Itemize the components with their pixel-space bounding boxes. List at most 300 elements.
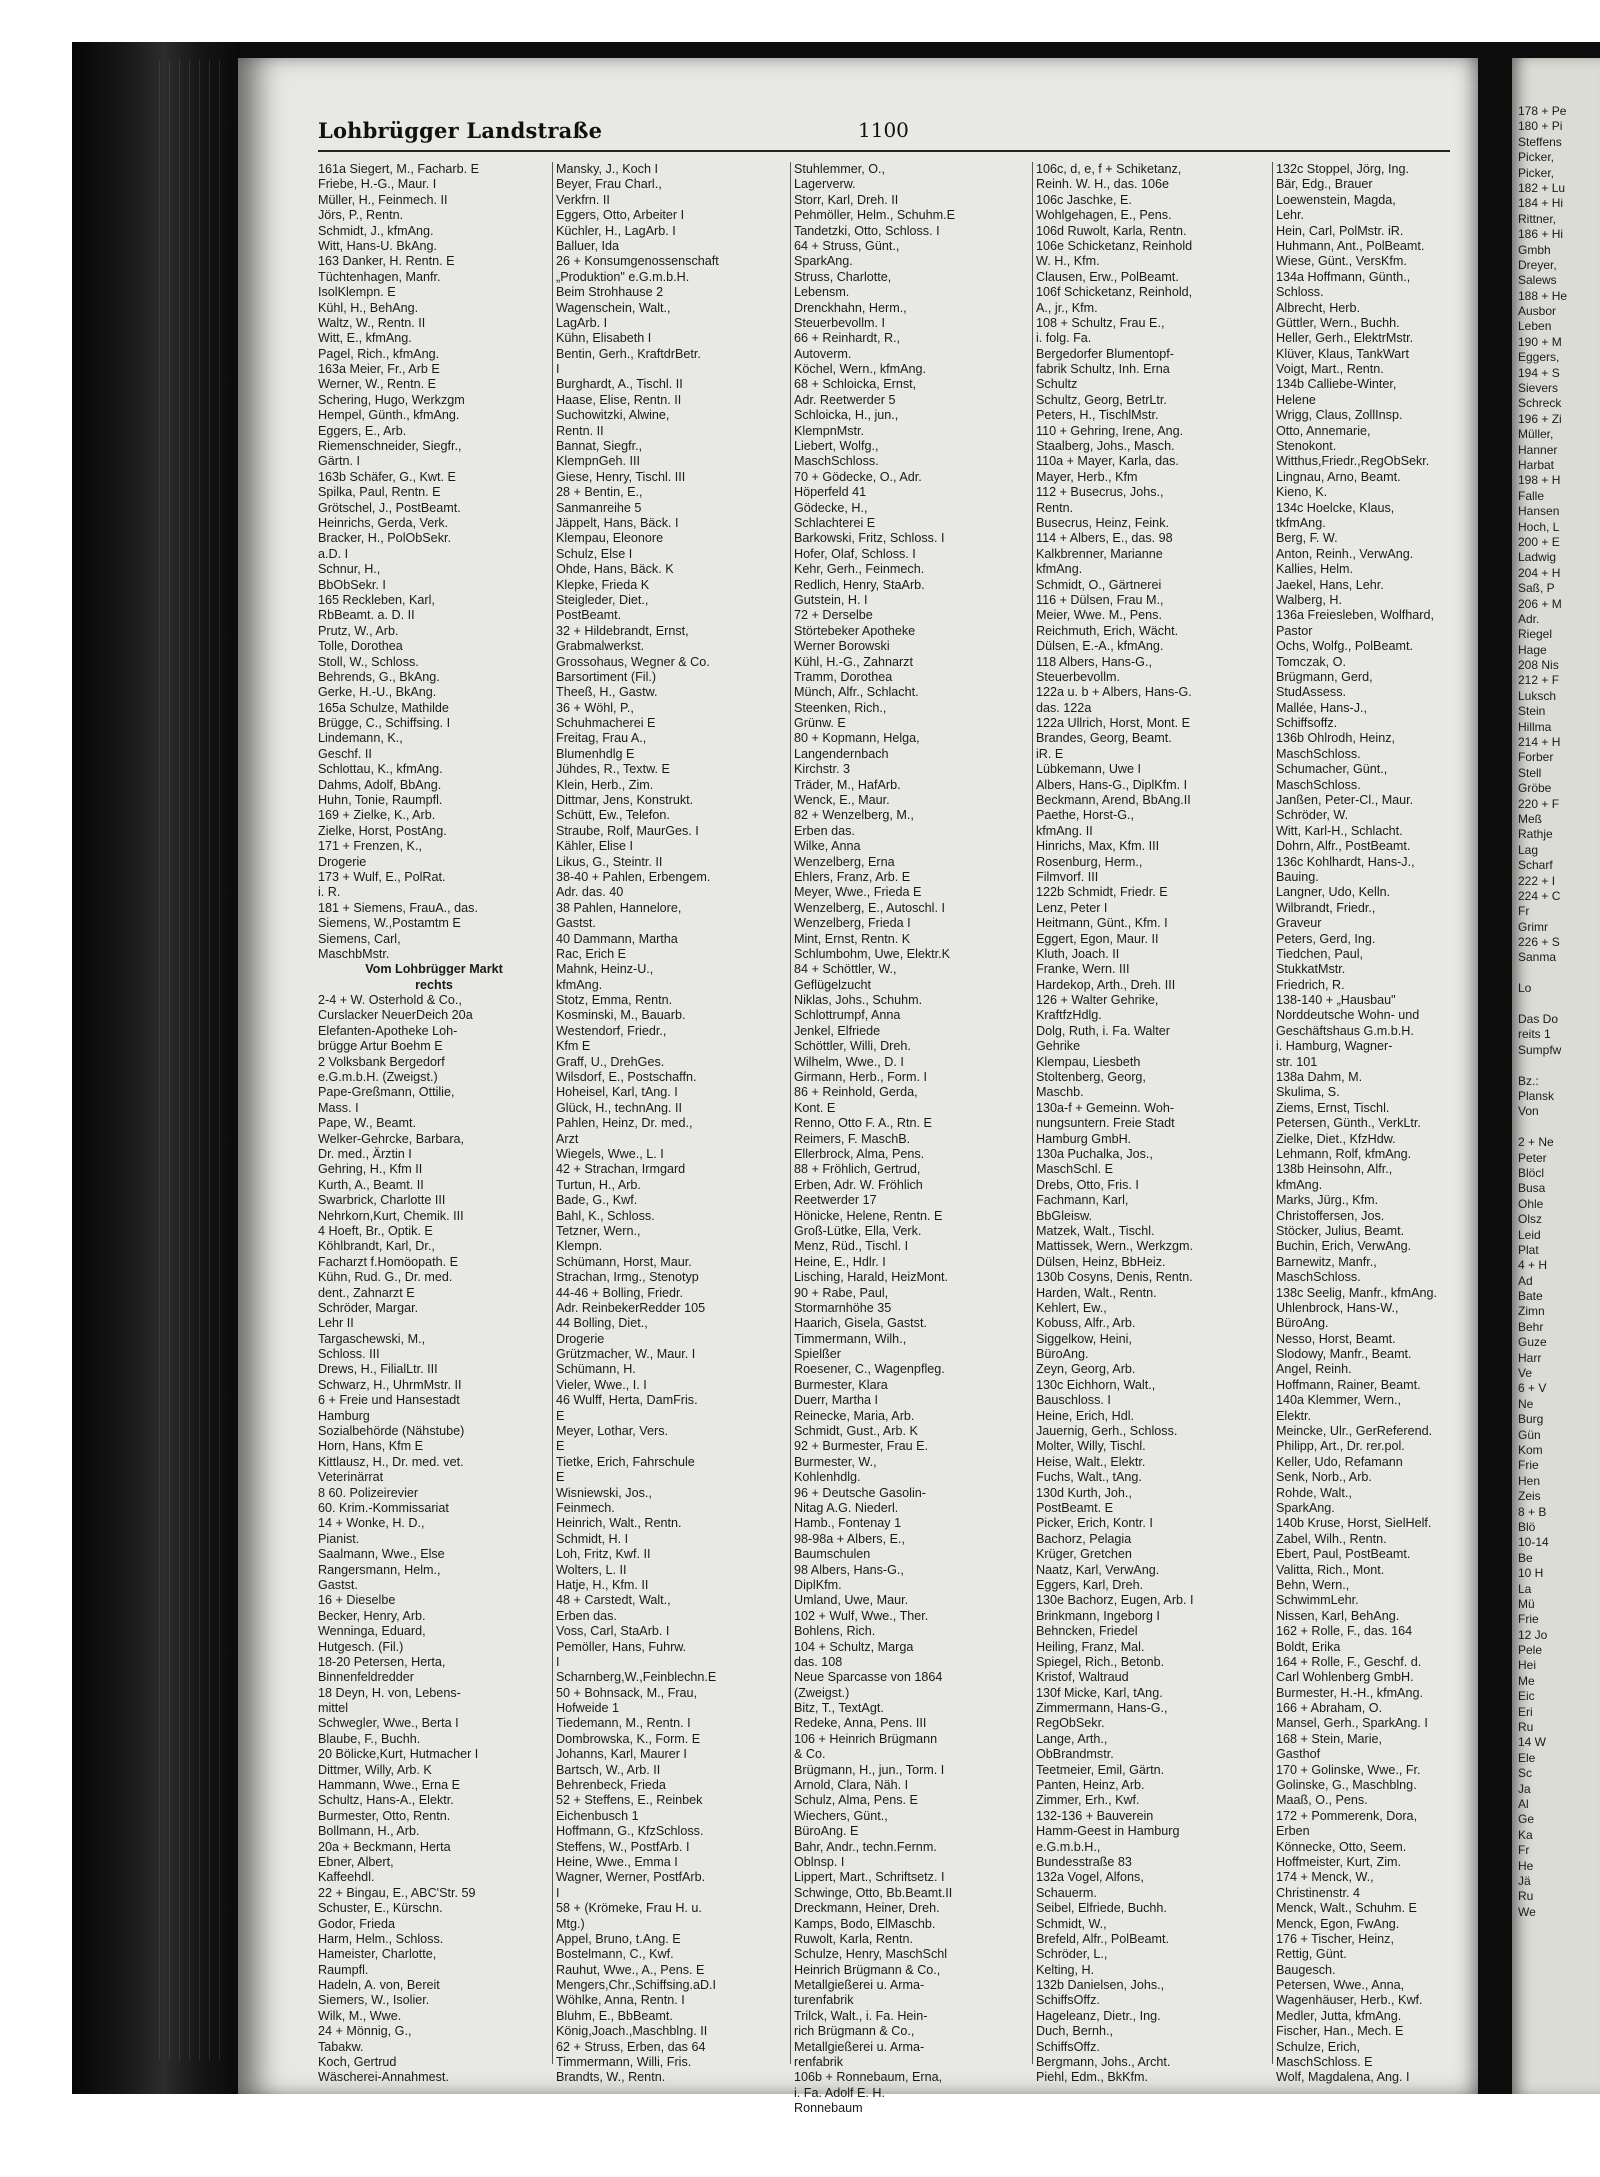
directory-entry-line: Adr. Reetwerder 5 (794, 392, 896, 407)
directory-entry-line: Christinenstr. 4 (1276, 1885, 1360, 1900)
directory-entry-line: Schnur, H., (318, 562, 381, 577)
facing-page-fragment: Sc (1518, 1766, 1533, 1781)
directory-entry-line: Schulz, Alma, Pens. E (794, 1793, 918, 1808)
column-3 (794, 162, 1030, 2117)
directory-entry-line: Rac, Erich E (556, 946, 626, 961)
directory-entry-line: Meincke, Ulr., GerReferend. (1276, 1424, 1433, 1439)
directory-entry-line: Raumpfl. (318, 1962, 369, 1977)
directory-entry-line: Bär, Edg., Brauer (1276, 177, 1373, 192)
directory-entry-line: Erben (1276, 1824, 1310, 1839)
directory-entry-line: Voss, Carl, StaArb. I (556, 1624, 670, 1639)
directory-entry-line: Dombrowska, K., Form. E (556, 1731, 701, 1746)
directory-entry-line: Rentn. (1036, 500, 1074, 515)
directory-entry-line: Likus, G., Steintr. II (556, 854, 663, 869)
directory-entry-line: Heinrich Brügmann & Co., (794, 1962, 941, 1977)
directory-entry-line: Schröder, L., (1036, 1947, 1108, 1962)
directory-entry-line: Wohlgehagen, E., Pens. (1036, 208, 1172, 223)
facing-page-fragment: 206 + M (1518, 596, 1562, 611)
directory-entry-line: Sanmanreihe 5 (556, 500, 642, 515)
facing-page-fragment: Blö (1518, 1519, 1536, 1534)
directory-entry-line: Binnenfeldredder (318, 1670, 414, 1685)
facing-page-fragment: 208 Nis (1518, 658, 1559, 673)
column-5 (1276, 162, 1498, 2086)
directory-entry-line: E (556, 1439, 565, 1454)
directory-entry-line: Facharzt f.Homöopath. E (318, 1254, 458, 1269)
facing-page-fragment: Müller, (1518, 427, 1554, 442)
facing-page-fragment: 12 Jo (1518, 1627, 1548, 1642)
directory-entry-line: Hamm-Geest in Hamburg (1036, 1824, 1180, 1839)
directory-entry-line: 28 + Bentin, E., (556, 485, 643, 500)
directory-entry-line: 90 + Rabe, Paul, (794, 1285, 889, 1300)
directory-entry-line: Kühl, H., BehAng. (318, 300, 419, 315)
directory-entry-line: Graff, U., DrehGes. (556, 1054, 665, 1069)
directory-entry-line: Störtebeker Apotheke (794, 623, 916, 638)
directory-entry-line: Wilhelm, Wwe., D. I (794, 1054, 904, 1069)
directory-entry-line: Stenokont. (1276, 439, 1337, 454)
directory-entry-line: Behrends, G., BkAng. (318, 669, 440, 684)
column-divider (1272, 162, 1273, 2064)
directory-entry-line: MaschSchloss. (1276, 746, 1361, 761)
directory-entry-line: 118 Albers, Hans-G., (1036, 654, 1152, 669)
directory-entry-line: Beckmann, Arend, BbAng.II (1036, 793, 1191, 808)
directory-entry-line: 82 + Wenzelberg, M., (794, 808, 914, 823)
facing-page-fragment: Frie (1518, 1458, 1539, 1473)
directory-entry-line: Schmidt, Gust., Arb. K (794, 1424, 918, 1439)
directory-entry-line: Turtun, H., Arb. (556, 1177, 641, 1192)
directory-entry-line: Niklas, Johs., Schuhm. (794, 993, 923, 1008)
directory-entry-line: A., jr., Kfm. (1036, 300, 1098, 315)
facing-page-fragment: Plansk (1518, 1089, 1555, 1103)
directory-entry-line: 165a Schulze, Mathilde (318, 700, 449, 715)
directory-entry-line: Mansky, J., Koch I (556, 162, 658, 176)
directory-entry-line: 104 + Schultz, Marga (794, 1639, 914, 1654)
directory-entry-line: BbObSekr. I (318, 577, 386, 592)
directory-entry-line: Balluer, Ida (556, 238, 620, 253)
directory-entry-line: 24 + Mönnig, G., (318, 2024, 412, 2039)
directory-entry-line: Könnecke, Otto, Seem. (1276, 1839, 1407, 1854)
directory-entry-line: 163a Meier, Fr., Arb E (318, 362, 440, 377)
directory-entry-line: Kähler, Elise I (556, 839, 634, 854)
directory-entry-line: Hoffmann, Rainer, Beamt. (1276, 1377, 1421, 1392)
directory-entry-line: Bauschloss. I (1036, 1393, 1111, 1408)
directory-entry-line: 106c, d, e, f + Schiketanz, (1036, 162, 1182, 176)
directory-entry-line: Lippert, Mart., Schriftsetz. I (794, 1870, 945, 1885)
facing-page-fragment: Guze (1518, 1335, 1547, 1350)
directory-entry-line: Petersen, Günth., VerkLtr. (1276, 1116, 1421, 1131)
directory-entry-line: Senk, Norb., Arb. (1276, 1470, 1372, 1485)
directory-entry-line: 169 + Zielke, K., Arb. (318, 808, 436, 823)
facing-page-fragment: Salews (1518, 273, 1557, 288)
directory-entry-line: Nehrkorn,Kurt, Chemik. III (318, 1208, 464, 1223)
directory-entry-line: Freitag, Frau A., (556, 731, 647, 746)
directory-entry-line: Hoheisel, Karl, tAng. I (556, 1085, 678, 1100)
facing-page-fragment: Ad (1518, 1273, 1533, 1288)
directory-entry-line: Hadeln, A. von, Bereit (318, 1978, 440, 1993)
facing-page-fragment: 188 + He (1518, 288, 1568, 303)
facing-page-fragment: 196 + Zi (1518, 411, 1562, 426)
directory-entry-line: Struss, Charlotte, (794, 269, 892, 284)
directory-entry-line: Theeß, H., Gastw. (556, 685, 658, 700)
directory-entry-line: StudAssess. (1276, 685, 1346, 700)
directory-entry-line: Timmermann, Wilh., (794, 1331, 907, 1346)
facing-page-fragment (1518, 1058, 1567, 1073)
directory-entry-line: Heinrich, Walt., Rentn. (556, 1516, 682, 1531)
directory-entry-line: Dittmar, Jens, Konstrukt. (556, 793, 694, 808)
directory-entry-line: Bade, G., Kwf. (556, 1193, 638, 1208)
directory-entry-line: Pape, W., Beamt. (318, 1116, 416, 1131)
directory-entry-line: Schiffsoffz. (1276, 716, 1338, 731)
directory-entry-line: Klepke, Frieda K (556, 577, 650, 592)
directory-entry-line: Otto, Annemarie, (1276, 423, 1371, 438)
directory-entry-line: 50 + Bohnsack, M., Frau, (556, 1685, 698, 1700)
directory-entry-line: Lehr II (318, 1316, 354, 1331)
directory-entry-line: Kristof, Waltraud (1036, 1670, 1129, 1685)
directory-entry-line: Reichmuth, Erich, Wächt. (1036, 623, 1179, 638)
directory-entry-line: 106c Jaschke, E. (1036, 192, 1132, 207)
directory-entry-line: Huhn, Tonie, Raumpfl. (318, 793, 443, 808)
directory-entry-line: Kirchstr. 3 (794, 762, 850, 777)
directory-entry-line: 168 + Stein, Marie, (1276, 1731, 1383, 1746)
directory-entry-line: Burmester, W., (794, 1454, 877, 1469)
facing-page-fragment: Be (1518, 1550, 1533, 1565)
directory-entry-line: Schlottau, K., kfmAng. (318, 762, 443, 777)
facing-page-fragment: 6 + V (1518, 1381, 1547, 1396)
facing-page-fragment (1518, 1120, 1567, 1135)
directory-entry-line: Hamburg GmbH. (1036, 1131, 1132, 1146)
directory-entry-line: Eggers, E., Arb. (318, 423, 407, 438)
directory-entry-line: renfabrik (794, 2055, 843, 2070)
directory-entry-line: Strachan, Irmg., Stenotyp (556, 1270, 699, 1285)
facing-page-fragment: Ru (1518, 1889, 1534, 1904)
directory-entry-line: Menck, Walt., Schuhm. E (1276, 1901, 1417, 1916)
directory-entry-line: Schulz, Else I (556, 546, 633, 561)
facing-page-fragment (1518, 966, 1567, 981)
facing-page-fragment: 184 + Hi (1518, 196, 1564, 211)
facing-page-fragment: Bate (1518, 1289, 1543, 1304)
directory-entry-line: Bannat, Siegfr., (556, 439, 643, 454)
directory-entry-line: 174 + Menck, W., (1276, 1870, 1374, 1885)
directory-entry-line: I (556, 362, 560, 377)
directory-entry-line: MaschSchloss. (794, 454, 879, 469)
directory-entry-line: Angel, Reinh. (1276, 1362, 1352, 1377)
directory-entry-line: Keller, Udo, Refamann (1276, 1454, 1403, 1469)
directory-entry-line: Valitta, Rich., Mont. (1276, 1562, 1385, 1577)
directory-entry-line: Friedrich, R. (1276, 977, 1345, 992)
directory-entry-line: Medler, Jutta, kfmAng. (1276, 2008, 1402, 2023)
directory-entry-line: Wiechers, Günt., (794, 1808, 888, 1823)
directory-entry-line: 126 + Walter Gehrike, (1036, 993, 1159, 1008)
directory-entry-line: Wiegels, Wwe., L. I (556, 1147, 664, 1161)
directory-entry-line: Hutgesch. (Fil.) (318, 1639, 404, 1654)
directory-entry-line: Duerr, Martha I (794, 1393, 878, 1408)
facing-page-fragment: 2 + Ne (1518, 1135, 1554, 1150)
directory-entry-line: 132a Vogel, Alfons, (1036, 1870, 1144, 1885)
directory-entry-line: Uhlenbrock, Hans-W., (1276, 1300, 1399, 1315)
directory-entry-line: 122a u. b + Albers, Hans-G. (1036, 685, 1192, 700)
directory-entry-line: 44 Bolling, Diet., (556, 1316, 648, 1331)
directory-entry-line: Zimmermann, Hans-G., (1036, 1701, 1168, 1716)
facing-page-fragment: 8 + B (1518, 1504, 1547, 1519)
directory-entry-line: 171 + Frenzen, K., (318, 839, 422, 854)
directory-entry-line: Barnewitz, Manfr., (1276, 1254, 1377, 1269)
directory-entry-line: Straube, Rolf, MaurGes. I (556, 823, 699, 838)
directory-entry-line: Hamburg (318, 1408, 370, 1423)
directory-entry-line: Blaube, F., Buchh. (318, 1731, 421, 1746)
facing-page-fragment: Adr. (1518, 611, 1540, 626)
directory-entry-line: Schulze, Henry, MaschSchl (794, 1947, 948, 1962)
directory-entry-line: 44-46 + Bolling, Friedr. (556, 1285, 684, 1300)
directory-entry-line: Arzt (556, 1131, 579, 1146)
directory-entry-line: Mahnk, Heinz-U., (556, 962, 654, 977)
directory-entry-line: Erben das. (556, 1608, 617, 1623)
directory-entry-line: Bachorz, Pelagia (1036, 1531, 1132, 1546)
directory-entry-line: 116 + Dülsen, Frau M., (1036, 592, 1164, 607)
directory-entry-line: BüroAng. (1036, 1347, 1089, 1362)
directory-entry-line: Bahl, K., Schloss. (556, 1208, 655, 1223)
directory-entry-line: Ziems, Ernst, Tischl. (1276, 1100, 1390, 1115)
facing-page-fragment: Hei (1518, 1658, 1537, 1673)
directory-entry-line: Gastst. (318, 1577, 358, 1592)
facing-page-fragment: Gröbe (1518, 781, 1552, 796)
directory-entry-line: Maaß, O., Pens. (1276, 1793, 1368, 1808)
directory-entry-line: Grossohaus, Wegner & Co. (556, 654, 710, 669)
directory-entry-line: nungsuntern. Freie Stadt (1036, 1116, 1175, 1131)
directory-entry-line: Ronnebaum (794, 2101, 863, 2116)
directory-entry-line: 134c Hoelcke, Klaus, (1276, 500, 1395, 515)
directory-entry-line: MaschSchloss. (1276, 777, 1361, 792)
directory-entry-line: Blumenhdlg E (556, 746, 635, 761)
facing-page-fragment: Hoch, L (1518, 519, 1560, 534)
directory-entry-line: Steenken, Rich., (794, 700, 887, 715)
directory-entry-line: i. Hamburg, Wagner- (1276, 1039, 1393, 1054)
directory-entry-line: Adr. das. 40 (556, 885, 624, 900)
facing-page-fragment: Mü (1518, 1596, 1535, 1611)
directory-entry-line: Behncken, Friedel (1036, 1624, 1138, 1639)
directory-entry-line: Grötschel, J., PostBeamt. (318, 500, 461, 515)
directory-entry-line: Wagner, Werner, PostfArb. (556, 1870, 706, 1885)
directory-entry-line: Burghardt, A., Tischl. II (556, 377, 683, 392)
facing-page-fragment: Das Do (1518, 1012, 1559, 1027)
directory-entry-line: Dolg, Ruth, i. Fa. Walter (1036, 1023, 1170, 1038)
directory-entry-line: Wenzelberg, E., Autoschl. I (794, 900, 945, 915)
directory-entry-line: Waltz, W., Rentn. II (318, 315, 426, 330)
directory-entry-line: Westendorf, Friedr., (556, 1023, 667, 1038)
directory-entry-line: Redeke, Anna, Pens. III (794, 1716, 927, 1731)
facing-page-fragment: 214 + H (1518, 735, 1561, 750)
directory-entry-line: 38 Pahlen, Hannelore, (556, 900, 682, 915)
directory-entry-line: Schröder, Margar. (318, 1300, 419, 1315)
directory-entry-line: SchwimmLehr. (1276, 1593, 1359, 1608)
directory-entry-line: Hoffmann, G., KfzSchloss. (556, 1824, 704, 1839)
directory-entry-line: Franke, Wern. III (1036, 962, 1130, 977)
directory-entry-line: Kont. E (794, 1100, 836, 1115)
directory-entry-line: Kühl, H.-G., Zahnarzt (794, 654, 913, 669)
directory-entry-line: Tiedchen, Paul, (1276, 946, 1364, 961)
directory-entry-line: 80 + Kopmann, Helga, (794, 731, 920, 746)
directory-entry-line: Kallies, Helm. (1276, 562, 1353, 577)
directory-entry-line: 136c Kohlhardt, Hans-J., (1276, 854, 1415, 869)
directory-entry-line: Umland, Uwe, Maur. (794, 1593, 909, 1608)
directory-entry-line: Roesener, C., Wagenpfleg. (794, 1362, 945, 1377)
directory-entry-line: Kalkbrenner, Marianne (1036, 546, 1163, 561)
directory-entry-line: Siemens, W.,Postamtm E (318, 916, 461, 931)
directory-entry-line: rich Brügmann & Co., (794, 2024, 915, 2039)
directory-entry-line: Heitmann, Günt., Kfm. I (1036, 916, 1168, 931)
directory-entry-line: Lindemann, K., (318, 731, 403, 746)
directory-entry-line: & Co. (794, 1747, 826, 1762)
directory-entry-line: Kohlenhdlg. (794, 1470, 861, 1485)
directory-entry-line: Reinh. W. H., das. 106e (1036, 177, 1170, 192)
directory-entry-line: fabrik Schultz, Inh. Erna (1036, 362, 1170, 377)
directory-entry-line: Gödecke, H., (794, 500, 868, 515)
facing-page-fragment: Sanma (1518, 950, 1557, 965)
directory-entry-line: 106b + Ronnebaum, Erna, (794, 2070, 943, 2085)
facing-page-fragment: Sumpfw (1518, 1042, 1562, 1057)
facing-page-fragment: 10 H (1518, 1566, 1544, 1581)
directory-entry-line: Mint, Ernst, Rentn. K (794, 931, 911, 946)
directory-entry-line: Brügge, C., Schiffsing. I (318, 716, 451, 731)
columns-area (318, 162, 1458, 2116)
directory-entry-line: 48 + Carstedt, Walt., (556, 1593, 671, 1608)
directory-entry-line: 140b Kruse, Horst, SielHelf. (1276, 1516, 1432, 1531)
directory-entry-line: 166 + Abraham, O. (1276, 1701, 1383, 1716)
directory-entry-line: I (556, 1654, 560, 1669)
directory-entry-line: Heine, Erich, Hdl. (1036, 1408, 1134, 1423)
directory-entry-line: Loewenstein, Magda, (1276, 192, 1396, 207)
directory-entry-line: 16 + Dieselbe (318, 1593, 396, 1608)
directory-entry-line: 8 60. Polizeirevier (318, 1485, 419, 1500)
directory-entry-line: Storr, Karl, Dreh. II (794, 192, 899, 207)
directory-entry-line: Schultz (1036, 377, 1078, 392)
facing-page-fragment: Fr (1518, 1843, 1530, 1858)
directory-entry-line: 172 + Pommerenk, Dora, (1276, 1808, 1418, 1823)
directory-entry-line: Schmidt, W., (1036, 1916, 1107, 1931)
directory-entry-line: Johanns, Karl, Maurer I (556, 1747, 687, 1762)
facing-page-fragment: La (1518, 1581, 1532, 1596)
directory-entry-line: Wenzelberg, Erna (794, 854, 895, 869)
directory-entry-line: 42 + Strachan, Irmgard (556, 1162, 686, 1177)
directory-entry-line: Pahlen, Heinz, Dr. med., (556, 1116, 693, 1131)
directory-entry-line: Scharnberg,W.,Feinblechn.E (556, 1670, 717, 1685)
directory-entry-line: Naatz, Karl, VerwAng. (1036, 1562, 1160, 1577)
directory-entry-line: Haarich, Gisela, Gastst. (794, 1316, 927, 1331)
directory-entry-line: Witt, Karl-H., Schlacht. (1276, 823, 1403, 838)
directory-entry-line: e.G.m.b.H., (1036, 1839, 1101, 1854)
directory-entry-line: Stoltenberg, Georg, (1036, 1070, 1146, 1085)
directory-entry-line: 106e Schicketanz, Reinhold (1036, 238, 1193, 253)
directory-entry-line: Rohde, Walt., (1276, 1485, 1352, 1500)
directory-entry-line: Voigt, Mart., Rentn. (1276, 362, 1384, 377)
directory-entry-line: 86 + Reinhold, Gerda, (794, 1085, 918, 1100)
directory-entry-line: 130b Cosyns, Denis, Rentn. (1036, 1270, 1193, 1285)
facing-page-fragment: Harr (1518, 1350, 1542, 1365)
directory-entry-line: Kfm E (556, 1039, 591, 1054)
directory-entry-line: Dreckmann, Heiner, Dreh. (794, 1901, 940, 1916)
directory-entry-line: Wenzelberg, Frieda I (794, 916, 911, 931)
directory-entry-line: Kehlert, Ew., (1036, 1300, 1107, 1315)
directory-entry-line: Bostelmann, C., Kwf. (556, 1947, 674, 1962)
directory-entry-line: BüroAng. (1276, 1316, 1329, 1331)
facing-page-fragment: Saß, P (1518, 581, 1555, 596)
directory-entry-line: Harden, Walt., Rentn. (1036, 1285, 1157, 1300)
directory-entry-line: Hofweide 1 (556, 1701, 620, 1716)
directory-entry-line: Appel, Bruno, t.Ang. E (556, 1931, 681, 1946)
facing-page-fragment: 180 + Pi (1518, 119, 1563, 134)
directory-entry-line: 163 Danker, H. Rentn. E (318, 254, 455, 269)
directory-entry-line: Haase, Elise, Rentn. II (556, 392, 682, 407)
directory-entry-line: 40 Dammann, Martha (556, 931, 678, 946)
directory-entry-line: Langner, Udo, Kelln. (1276, 885, 1391, 900)
directory-entry-line: Hoffmeister, Kurt, Zim. (1276, 1854, 1402, 1869)
directory-entry-line: 4 Hoeft, Br., Optik. E (318, 1223, 433, 1238)
directory-entry-line: 14 + Wonke, H. D., (318, 1516, 425, 1531)
directory-entry-line: Schwarz, H., UhrmMstr. II (318, 1377, 462, 1392)
facing-page-fragment: Hage (1518, 642, 1547, 657)
directory-entry-line: Siggelkow, Heini, (1036, 1331, 1132, 1346)
facing-page-fragment: 220 + F (1518, 796, 1560, 811)
directory-entry-line: 22 + Bingau, E., ABC'Str. 59 (318, 1885, 476, 1900)
directory-entry-line: Kieno, K. (1276, 485, 1328, 500)
directory-entry-line: Girmann, Herb., Form. I (794, 1070, 927, 1085)
directory-entry-line: 106f Schicketanz, Reinhold, (1036, 285, 1193, 300)
directory-entry-line: Träder, M., HafArb. (794, 777, 901, 792)
directory-entry-line: Schloss. (1276, 285, 1324, 300)
directory-entry-line: Tolle, Dorothea (318, 639, 403, 654)
facing-page-edge (1512, 58, 1600, 2094)
directory-entry-line: 163b Schäfer, G., Kwt. E (318, 469, 456, 484)
directory-entry-line: Zielke, Horst, PostAng. (318, 823, 447, 838)
directory-entry-line: Jaekel, Hans, Lehr. (1276, 577, 1384, 592)
directory-entry-line: Wagenschein, Walt., (556, 300, 671, 315)
directory-entry-line: 140a Klemmer, Wern., (1276, 1393, 1402, 1408)
directory-entry-line: Gasthof (1276, 1747, 1321, 1762)
directory-entry-line: Tramm, Dorothea (794, 669, 893, 684)
directory-entry-line: 92 + Burmester, Frau E. (794, 1439, 929, 1454)
directory-entry-line: PostBeamt. (556, 608, 622, 623)
facing-page-fragment: Burg (1518, 1412, 1544, 1427)
directory-entry-line: Stöcker, Julius, Beamt. (1276, 1223, 1405, 1238)
directory-entry-line: Harm, Helm., Schloss. (318, 1931, 444, 1946)
directory-entry-line: Brügmann, H., jun., Torm. I (794, 1762, 945, 1777)
directory-entry-line: Kehr, Gerh., Feinmech. (794, 562, 925, 577)
directory-entry-line: Arnold, Clara, Näh. I (794, 1778, 909, 1793)
facing-page-fragment: We (1518, 1904, 1536, 1919)
directory-entry-line: 130a Puchalka, Jos., (1036, 1147, 1153, 1161)
directory-entry-line: 52 + Steffens, E., Reinbek (556, 1793, 703, 1808)
facing-page-fragment: Falle (1518, 488, 1545, 503)
directory-entry-line: Clausen, Erw., PolBeamt. (1036, 269, 1179, 284)
directory-entry-line: Behrenbeck, Frieda (556, 1778, 666, 1793)
directory-entry-line: 138a Dahm, M. (1276, 1070, 1363, 1085)
directory-entry-line: Heller, Gerh., ElektrMstr. (1276, 331, 1414, 346)
facing-page-fragment: Leid (1518, 1227, 1541, 1242)
directory-entry-line: Klein, Herb., Zim. (556, 777, 654, 792)
directory-entry-line: Wagenhäuser, Herb., Kwf. (1276, 1993, 1423, 2008)
directory-entry-line: Rosenburg, Herm., (1036, 854, 1143, 869)
directory-entry-line: Walberg, H. (1276, 592, 1343, 607)
directory-entry-line: 106d Ruwolt, Karla, Rentn. (1036, 223, 1187, 238)
directory-entry-line: 112 + Busecrus, Johs., (1036, 485, 1164, 500)
directory-entry-line: Spiegel, Rich., Betonb. (1036, 1654, 1165, 1669)
directory-entry-line: 110 + Gehring, Irene, Ang. (1036, 423, 1184, 438)
directory-entry-line: Drebs, Otto, Fris. I (1036, 1177, 1139, 1192)
facing-page-fragment: Ladwig (1518, 550, 1557, 565)
directory-entry-line: MaschSchloss. (1276, 1270, 1361, 1285)
directory-entry-line: Hameister, Charlotte, (318, 1947, 437, 1962)
directory-entry-line: Menck, Egon, FwAng. (1276, 1916, 1400, 1931)
directory-entry-line: 176 + Tischer, Heinz, (1276, 1931, 1394, 1946)
directory-entry-line: Schütt, Ew., Telefon. (556, 808, 670, 823)
